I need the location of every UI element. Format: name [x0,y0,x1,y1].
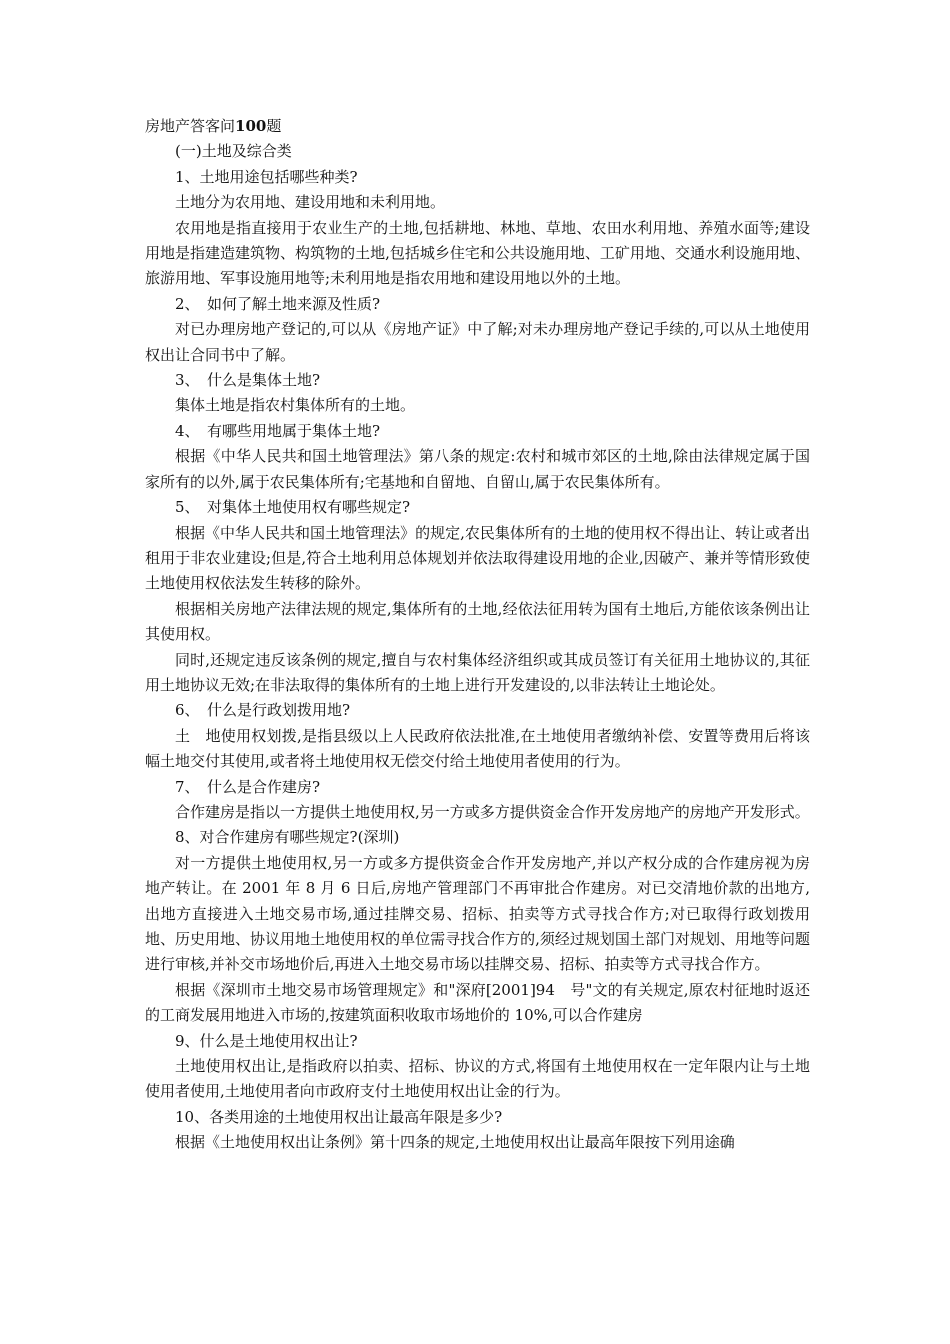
question-3: 3、 什么是集体土地? [175,371,321,390]
answer-paragraph: 对一方提供土地使用权,另一方或多方提供资金合作开发房地产,并以产权分成的合作建房视为房地产转让。在 2001 年 8 月 6 日后,房地产管理部门不再审批合作建房。对已交清地价款的出地方,出地方直接进入土地交易市场,通过挂牌交易、招标、拍卖等方式寻找合作方;对已取得行政划拨用地、历史用地、协议用地土地使用权的单位需寻找合作方的,须经过规划国土部门对规划、用地等问题进行审核,并补交市场地价后,再进入土地交易市场以挂牌交易、招标、拍卖等方式寻找合作方。 [145,853,810,974]
answer-paragraph: 根据《中华人民共和国土地管理法》第八条的规定:农村和城市郊区的土地,除由法律规定属于国家所有的以外,属于农民集体所有;宅基地和自留地、自留山,属于农民集体所有。 [145,447,810,491]
question-6: 6、 什么是行政划拨用地? [175,701,351,720]
answer-paragraph: 集体土地是指农村集体所有的土地。 [175,396,416,415]
question-7: 7、 什么是合作建房? [175,777,321,796]
question-5: 5、 对集体土地使用权有哪些规定? [175,498,411,517]
answer-paragraph: 土地分为农用地、建设用地和未利用地。 [175,193,446,212]
answer-paragraph: 同时,还规定违反该条例的规定,擅自与农村集体经济组织或其成员签订有关征用土地协议的,其征用土地协议无效;在非法取得的集体所有的土地上进行开发建设的,以非法转让土地论处。 [145,650,810,694]
title-text: 房地产答客问 [145,117,236,135]
answer-paragraph: 土 地使用权划拨,是指县级以上人民政府依法批准,在土地使用者缴纳补偿、安置等费用后将该幅土地交付其使用,或者将土地使用权无偿交付给土地使用者使用的行为。 [145,726,810,771]
question-9: 9、什么是土地使用权出让? [175,1031,358,1050]
question-8: 8、对合作建房有哪些规定?(深圳) [175,828,400,847]
question-2: 2、 如何了解土地来源及性质? [175,294,381,313]
answer-paragraph: 根据相关房地产法律法规的规定,集体所有的土地,经依法征用转为国有土地后,方能依该条例出让其使用权。 [145,599,810,644]
answer-paragraph: 根据《深圳市土地交易市场管理规定》和"深府[2001]94 号"文的有关规定,原农村征地时返还的工商发展用地进入市场的,按建筑面积收取市场地价的 10%,可以合作建房 [145,980,810,1025]
answer-paragraph: 根据《土地使用权出让条例》第十四条的规定,土地使用权出让最高年限按下列用途确 [175,1133,735,1152]
title-suffix: 题 [266,117,282,135]
question-1: 1、土地用途包括哪些种类? [175,167,358,186]
answer-paragraph: 对已办理房地产登记的,可以从《房地产证》中了解;对未办理房地产登记手续的,可以从土地使用权出让合同书中了解。 [145,320,810,364]
answer-paragraph: 合作建房是指以一方提供土地使用权,另一方或多方提供资金合作开发房地产的房地产开发形式。 [175,802,810,821]
document-title [145,114,810,139]
answer-paragraph: 农用地是指直接用于农业生产的土地,包括耕地、林地、草地、农田水利用地、养殖水面等;建设用地是指建造建筑物、构筑物的土地,包括城乡住宅和公共设施用地、工矿用地、交通水利设施用地、旅游用地、军事设施用地等;未利用地是指农用地和建设用地以外的土地。 [145,218,810,288]
document-body [145,114,810,1156]
answer-paragraph: 土地使用权出让,是指政府以拍卖、招标、协议的方式,将国有土地使用权在一定年限内让与土地使用者使用,土地使用者向市政府支付土地使用权出让金的行为。 [145,1057,810,1101]
section-heading: (一)土地及综合类 [175,142,292,161]
question-10: 10、各类用途的土地使用权出让最高年限是多少? [175,1107,503,1126]
question-4: 4、 有哪些用地属于集体土地? [175,421,381,440]
title-number: 100 [235,117,267,135]
answer-paragraph: 根据《中华人民共和国土地管理法》的规定,农民集体所有的土地的使用权不得出让、转让或者出租用于非农业建设;但是,符合土地利用总体规划并依法取得建设用地的企业,因破产、兼并等情形致使土地使用权依法发生转移的除外。 [145,523,810,593]
